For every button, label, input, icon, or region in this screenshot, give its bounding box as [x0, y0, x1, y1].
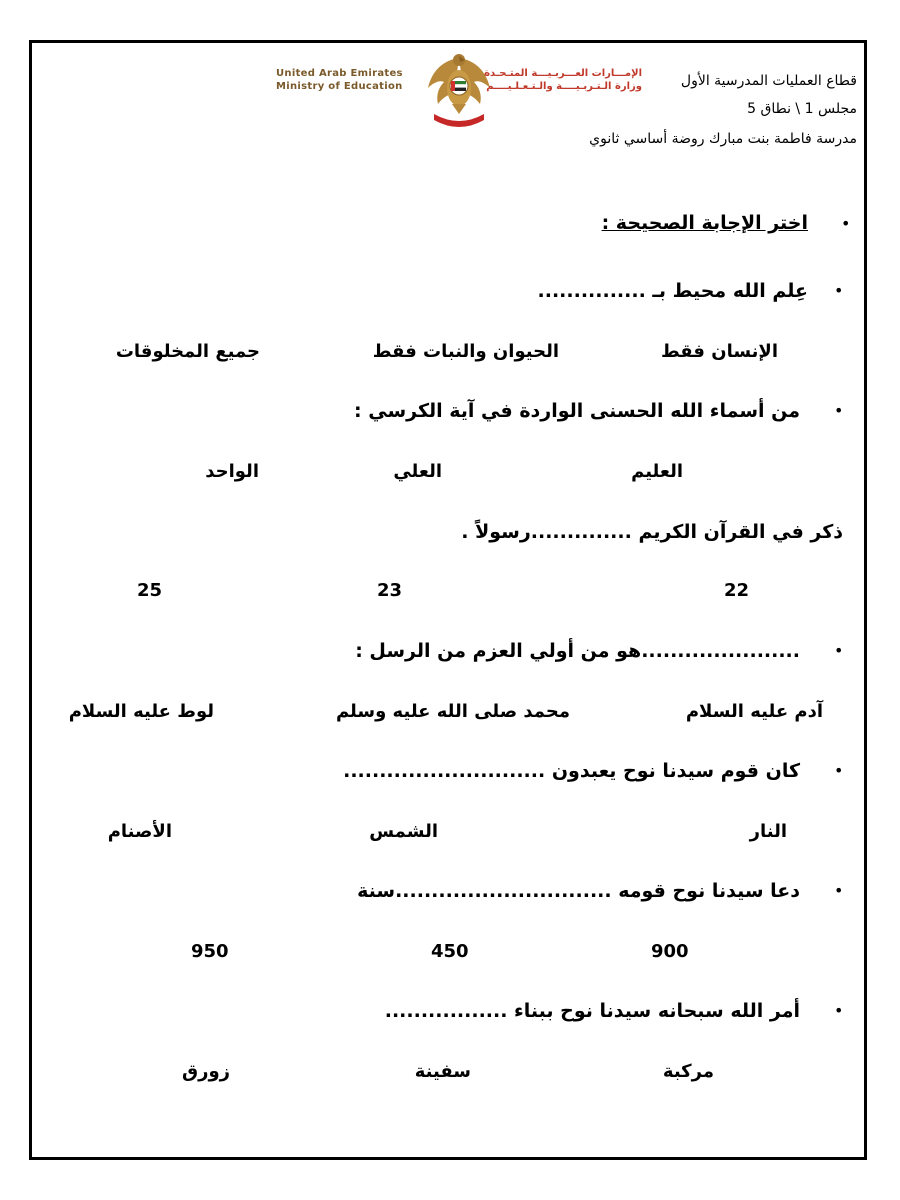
question-bullet: • [834, 401, 844, 420]
question-1-option-2[interactable]: الحيوان والنبات فقط [372, 341, 559, 362]
question-5-option-2[interactable]: الشمس [369, 821, 438, 842]
council-label: مجلس 1 \ نطاق 5 [747, 101, 857, 117]
question-2-option-3[interactable]: الواحد [205, 461, 259, 482]
question-6-option-2[interactable]: 450 [431, 941, 469, 962]
question-bullet: • [834, 881, 844, 900]
question-4-option-2[interactable]: محمد صلى الله عليه وسلم [335, 701, 570, 722]
section-title: اختر الإجابة الصحيحة : [601, 212, 808, 234]
question-bullet: • [834, 641, 844, 660]
question-bullet: • [834, 1001, 844, 1020]
question-1-option-3[interactable]: جميع المخلوقات [115, 341, 260, 362]
question-6-text: دعا سيدنا نوح قومه ..............................سنة [357, 880, 800, 902]
question-2-text: من أسماء الله الحسنى الواردة في آية الكرسي : [354, 400, 800, 422]
question-6-option-3[interactable]: 950 [191, 941, 229, 962]
school-name: مدرسة فاطمة بنت مبارك روضة أساسي ثانوي [589, 131, 857, 147]
question-bullet: • [834, 761, 844, 780]
ministry-name-en-line1: United Arab Emirates [276, 68, 403, 79]
question-4-text: ......................هو من أولي العزم من الرسل : [355, 640, 800, 662]
question-7-option-3[interactable]: زورق [181, 1061, 230, 1082]
title-bullet: • [841, 214, 851, 233]
ministry-name-en-line2: Ministry of Education [276, 81, 403, 92]
question-4-option-3[interactable]: لوط عليه السلام [68, 701, 214, 722]
ministry-name-ar-line1: الإمـــارات العـــربـيـــة المتـحـدة [484, 68, 642, 79]
question-3-option-3[interactable]: 25 [137, 580, 163, 601]
question-7-option-1[interactable]: مركبة [662, 1061, 714, 1082]
sector-label: قطاع العمليات المدرسية الأول [680, 73, 857, 89]
question-6-option-1[interactable]: 900 [651, 941, 689, 962]
uae-emblem-icon [424, 48, 494, 128]
question-1-option-1[interactable]: الإنسان فقط [660, 341, 778, 362]
question-7-option-2[interactable]: سفينة [414, 1061, 471, 1082]
question-3-option-1[interactable]: 22 [724, 580, 750, 601]
question-5-text: كان قوم سيدنا نوح يعبدون ............................ [343, 760, 800, 782]
question-5-option-3[interactable]: الأصنام [107, 821, 172, 842]
question-2-option-2[interactable]: العلي [393, 461, 442, 482]
question-bullet: • [834, 281, 844, 300]
question-4-option-1[interactable]: آدم عليه السلام [685, 701, 823, 722]
question-3-option-2[interactable]: 23 [377, 580, 403, 601]
question-5-option-1[interactable]: النار [749, 821, 787, 842]
question-1-text: عِلم الله محيط بـ ............... [537, 280, 808, 302]
question-7-text: أمر الله سبحانه سيدنا نوح ببناء ................. [384, 1000, 800, 1022]
question-2-option-1[interactable]: العليم [631, 461, 683, 482]
ministry-name-ar-line2: وزارة الـتـربـيــــة والـتـعـلـيــــم [486, 81, 642, 92]
question-3-text: ذكر في القرآن الكريم ..............رسولاً . [461, 521, 843, 543]
